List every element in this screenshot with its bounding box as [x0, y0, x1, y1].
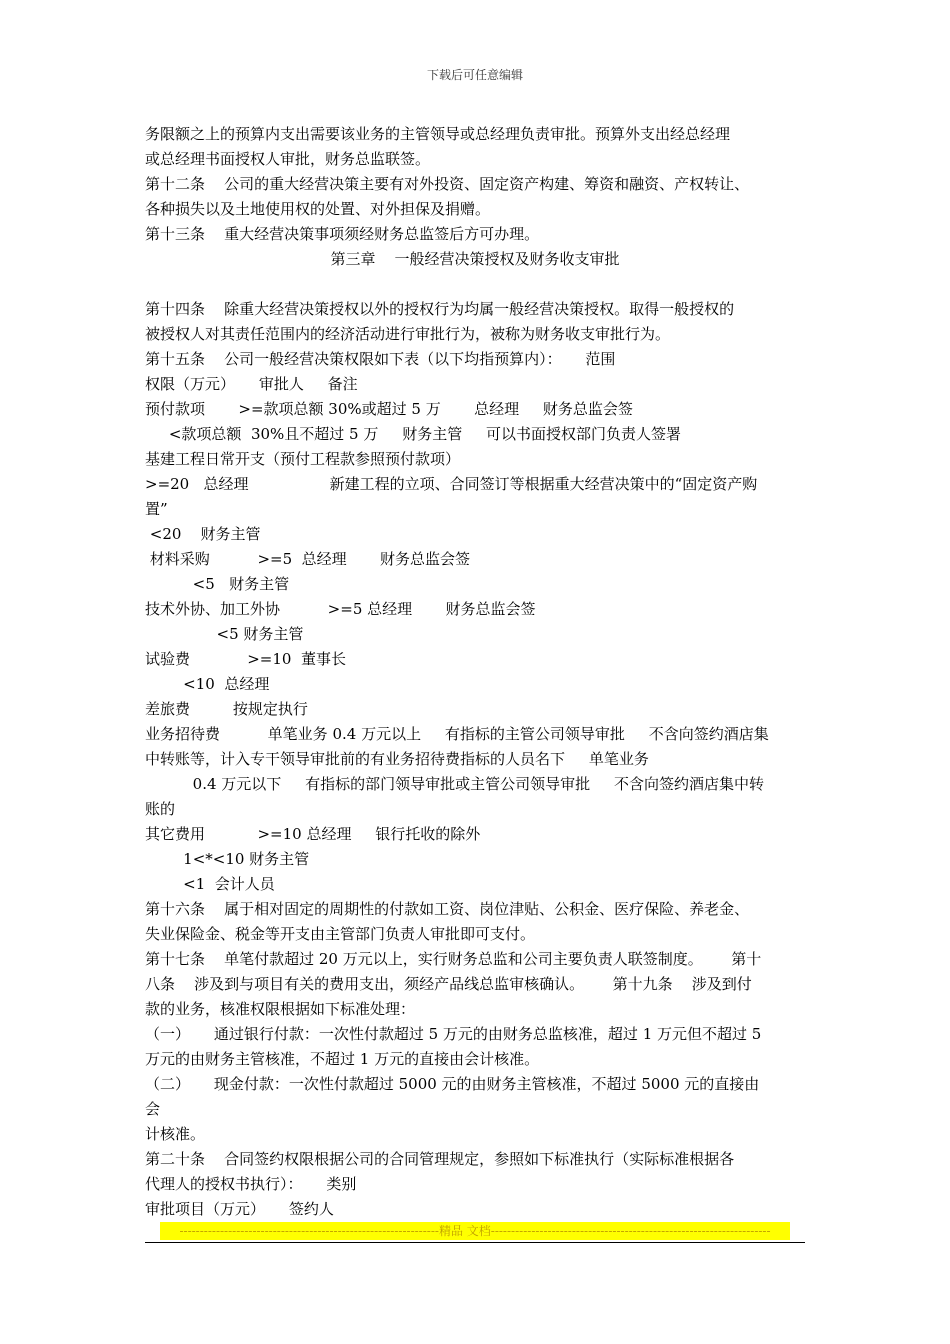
text-line: <款项总额 30%且不超过 5 万 财务主管 可以书面授权部门负责人签署 [145, 425, 682, 443]
footer-divider [145, 1242, 805, 1243]
text-line: 第十六条 属于相对固定的周期性的付款如工资、岗位津贴、公积金、医疗保险、养老金、 [145, 900, 750, 918]
text-line: 会 [145, 1100, 161, 1118]
text-line: 第十七条 单笔付款超过 20 万元以上，实行财务总监和公司主要负责人联签制度。 第十 [145, 950, 762, 968]
text-line: <10 总经理 [145, 675, 270, 693]
text-line: 被授权人对其责任范围内的经济活动进行审批行为，被称为财务收支审批行为。 [145, 325, 671, 343]
text-line: 置” [145, 500, 168, 518]
page-header: 下载后可任意编辑 [426, 68, 523, 82]
text-line: 八条 涉及到与项目有关的费用支出，须经产品线总监审核确认。 第十九条 涉及到付 [145, 975, 752, 993]
text-line: 技术外协、加工外协 >=5 总经理 财务总监会签 [145, 600, 536, 618]
text-line: 0.4 万元以下 有指标的部门领导审批或主管公司领导审批 不含向签约酒店集中转 [145, 775, 764, 793]
text-line: <1 会计人员 [145, 875, 275, 893]
text-line: 基建工程日常开支（预付工程款参照预付款项） [145, 450, 461, 468]
text-line: 账的 [145, 800, 176, 818]
text-line: 审批项目（万元） 签约人 [145, 1200, 334, 1218]
text-line: 权限（万元） 审批人 备注 [145, 375, 358, 393]
text-line: >=20 总经理 新建工程的立项、合同签订等根据重大经营决策中的“固定资产购 [145, 475, 758, 493]
text-line: 务限额之上的预算内支出需要该业务的主管领导或总经理负责审批。预算外支出经总经理 [145, 125, 731, 143]
text-line: 第十五条 公司一般经营决策权限如下表（以下均指预算内）： 范围 [145, 350, 616, 368]
chapter-heading: 第三章 一般经营决策授权及财务收支审批 [330, 250, 620, 268]
text-line: 其它费用 >=10 总经理 银行托收的除外 [145, 825, 481, 843]
text-line: 业务招待费 单笔业务 0.4 万元以上 有指标的主管公司领导审批 不含向签约酒店集 [145, 725, 769, 743]
text-line: 万元的由财务主管核准，不超过 1 万元的直接由会计核准。 [145, 1050, 540, 1068]
text-line: 中转账等，计入专干领导审批前的有业务招待费指标的人员名下 单笔业务 [145, 750, 649, 768]
text-line: 各种损失以及土地使用权的处置、对外担保及捐赠。 [145, 200, 491, 218]
text-line: 第十三条 重大经营决策事项须经财务总监签后方可办理。 [145, 225, 540, 243]
text-line: <20 财务主管 [145, 525, 261, 543]
text-line: 或总经理书面授权人审批，财务总监联签。 [145, 150, 431, 168]
text-line: 差旅费 按规定执行 [145, 700, 308, 718]
text-line: 计核准。 [145, 1125, 206, 1143]
text-line: 失业保险金、税金等开支由主管部门负责人审批即可支付。 [145, 925, 536, 943]
text-line: 预付款项 >=款项总额 30%或超过 5 万 总经理 财务总监会签 [145, 400, 633, 418]
text-line: 材料采购 >=5 总经理 财务总监会签 [145, 550, 471, 568]
text-line: 1<*<10 财务主管 [145, 850, 310, 868]
text-line: <5 财务主管 [145, 575, 290, 593]
text-line: 代理人的授权书执行）： 类别 [145, 1175, 357, 1193]
footer-banner: ----------------------------------------------------------------精品 文档--------------------------------------------------------------------- [160, 1222, 790, 1240]
text-line: 第二十条 合同签约权限根据公司的合同管理规定，参照如下标准执行（实际标准根据各 [145, 1150, 735, 1168]
text-line: 第十二条 公司的重大经营决策主要有对外投资、固定资产构建、筹资和融资、产权转让、 [145, 175, 750, 193]
text-line: 款的业务，核准权限根据如下标准处理： [145, 1000, 416, 1018]
text-line: 试验费 >=10 董事长 [145, 650, 346, 668]
text-line: （一） 通过银行付款：一次性付款超过 5 万元的由财务总监核准，超过 1 万元但不超过 5 [145, 1025, 762, 1043]
text-line: （二） 现金付款：一次性付款超过 5000 元的由财务主管核准，不超过 5000 元的直接由 [145, 1075, 760, 1093]
text-line: 第十四条 除重大经营决策授权以外的授权行为均属一般经营决策授权。取得一般授权的 [145, 300, 735, 318]
text-line: <5 财务主管 [145, 625, 304, 643]
